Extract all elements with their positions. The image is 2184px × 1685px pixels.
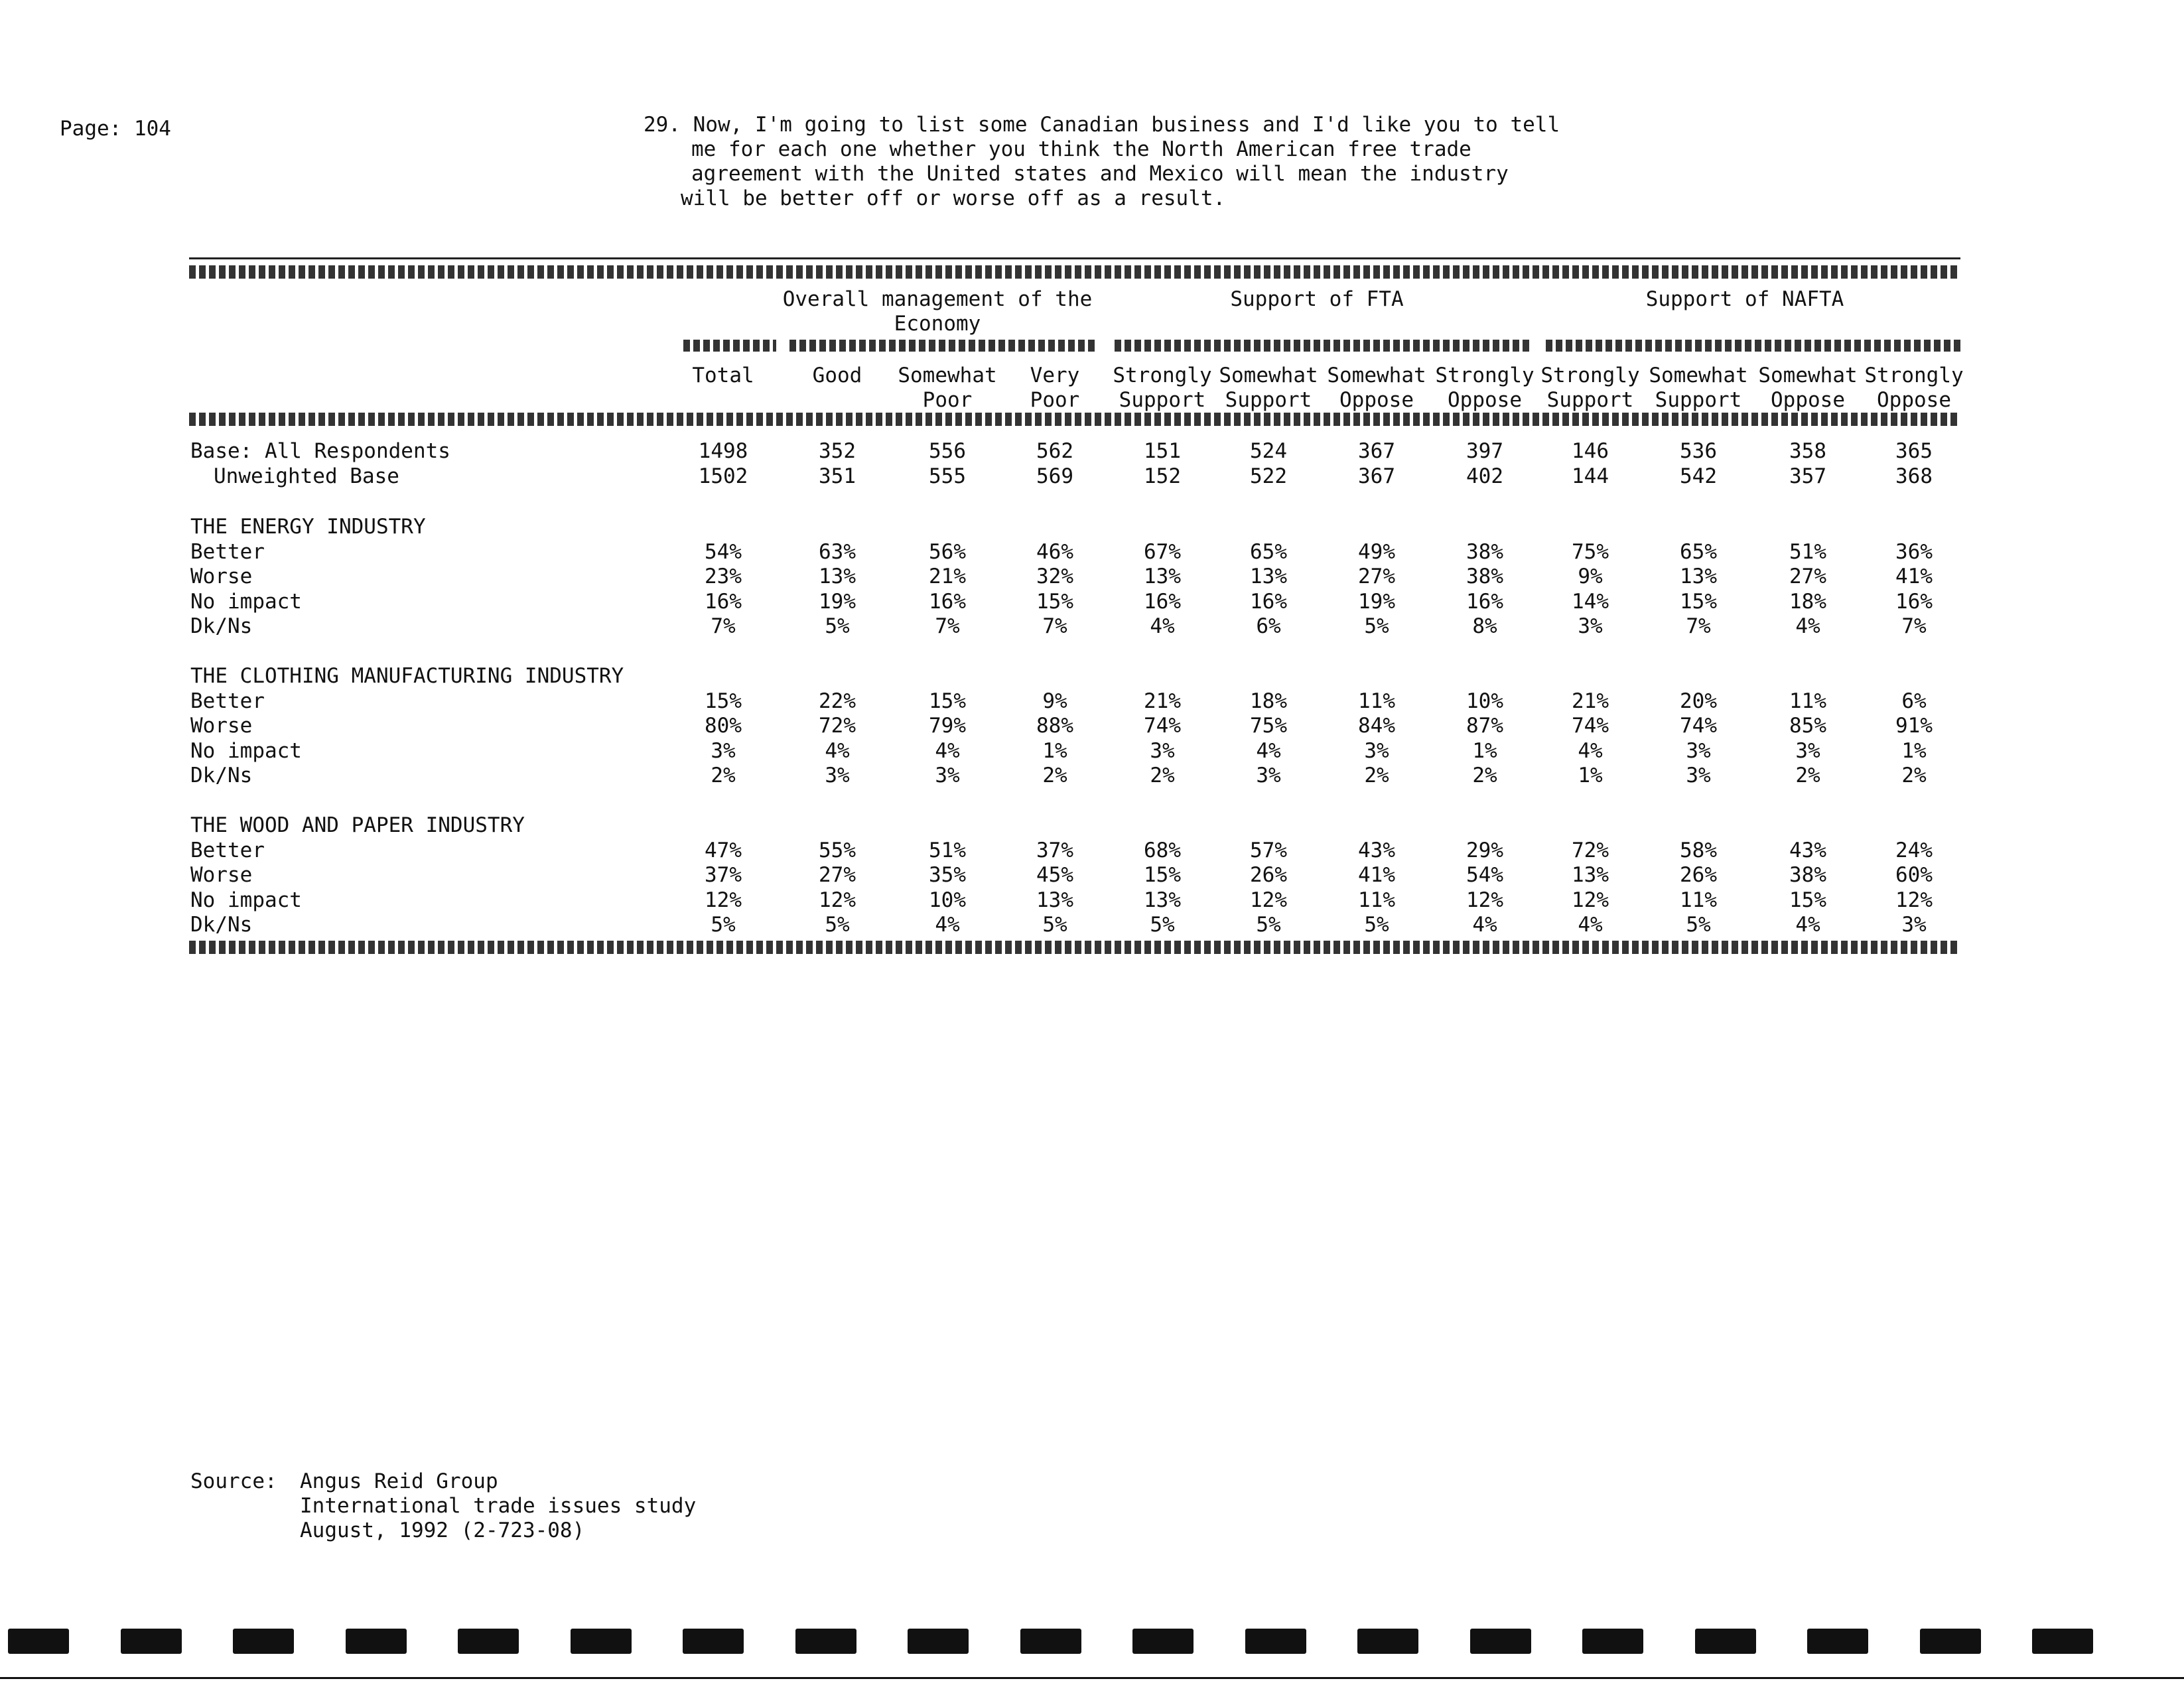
bottom-mark bbox=[2032, 1629, 2093, 1654]
table-cell: 7% bbox=[935, 614, 960, 638]
table-cell: 569 bbox=[1036, 464, 1073, 488]
source-line: International trade issues study bbox=[300, 1494, 697, 1518]
table-row-label: No impact bbox=[190, 888, 302, 912]
table-cell: 20% bbox=[1680, 689, 1717, 713]
table-cell: 12% bbox=[1250, 888, 1287, 912]
bottom-mark bbox=[795, 1629, 856, 1654]
table-cell: 5% bbox=[1686, 913, 1711, 937]
table-cell: 80% bbox=[705, 714, 742, 738]
bottom-mark bbox=[121, 1629, 182, 1654]
table-cell: 6% bbox=[1256, 614, 1281, 638]
page-bottom-marks bbox=[0, 1629, 2184, 1658]
table-row-label: Worse bbox=[190, 565, 253, 588]
table-cell: 10% bbox=[1466, 689, 1503, 713]
table-cell: 556 bbox=[929, 439, 966, 463]
table-bottom-rule bbox=[189, 941, 1960, 954]
table-cell: 24% bbox=[1895, 838, 1933, 862]
table-cell: 5% bbox=[711, 913, 736, 937]
table-cell: 367 bbox=[1358, 464, 1395, 488]
table-cell: 1% bbox=[1472, 738, 1497, 763]
table-cell: 18% bbox=[1789, 589, 1826, 614]
page-bottom-rule bbox=[0, 1677, 2184, 1679]
table-cell: 74% bbox=[1572, 714, 1609, 738]
table-cell: 11% bbox=[1680, 888, 1717, 912]
table-cell: 151 bbox=[1144, 439, 1181, 463]
table-cell: 10% bbox=[929, 888, 966, 912]
table-cell: 21% bbox=[1144, 689, 1181, 713]
column-header: Strongly bbox=[1113, 364, 1212, 387]
table-row-label: Better bbox=[190, 539, 265, 564]
bottom-mark bbox=[346, 1629, 407, 1654]
column-header: Strongly bbox=[1864, 364, 1964, 387]
table-cell: 9% bbox=[1578, 565, 1603, 588]
total-underline bbox=[683, 340, 776, 352]
table-cell: 524 bbox=[1250, 439, 1287, 463]
table-cell: 3% bbox=[1686, 738, 1711, 763]
table-cell: 15% bbox=[705, 689, 742, 713]
table-cell: 3% bbox=[1150, 738, 1175, 763]
table-cell: 352 bbox=[819, 439, 856, 463]
table-cell: 56% bbox=[929, 539, 966, 564]
column-header: Somewhat bbox=[1219, 364, 1318, 387]
question-line: will be better off or worse off as a result. bbox=[681, 186, 1226, 210]
table-cell: 3% bbox=[1686, 764, 1711, 787]
table-cell: 88% bbox=[1036, 714, 1073, 738]
table-cell: 7% bbox=[1686, 614, 1711, 638]
table-cell: 3% bbox=[711, 738, 736, 763]
table-cell: 7% bbox=[711, 614, 736, 638]
table-cell: 4% bbox=[825, 738, 850, 763]
table-cell: 65% bbox=[1250, 539, 1287, 564]
economy-underline bbox=[789, 340, 1098, 352]
bottom-mark bbox=[458, 1629, 519, 1654]
table-cell: 2% bbox=[711, 764, 736, 787]
table-cell: 75% bbox=[1572, 539, 1609, 564]
table-cell: 11% bbox=[1789, 689, 1826, 713]
table-cell: 4% bbox=[1795, 913, 1820, 937]
column-header-line2: Oppose bbox=[1339, 388, 1414, 412]
section-title: THE ENERGY INDUSTRY bbox=[190, 515, 426, 539]
bottom-mark bbox=[1020, 1629, 1081, 1654]
bottom-mark bbox=[233, 1629, 294, 1654]
table-cell: 144 bbox=[1572, 464, 1609, 488]
table-cell: 4% bbox=[1578, 738, 1603, 763]
table-cell: 67% bbox=[1144, 539, 1181, 564]
table-cell: 36% bbox=[1895, 539, 1933, 564]
table-cell: 3% bbox=[1901, 913, 1927, 937]
table-cell: 1498 bbox=[698, 439, 748, 463]
table-cell: 13% bbox=[1144, 888, 1181, 912]
table-row-label: Better bbox=[190, 838, 265, 862]
table-row-label: Worse bbox=[190, 863, 253, 887]
table-cell: 13% bbox=[1572, 863, 1609, 887]
table-row-label: Dk/Ns bbox=[190, 913, 253, 937]
table-cell: 91% bbox=[1895, 714, 1933, 738]
table-cell: 5% bbox=[1042, 913, 1067, 937]
table-cell: 38% bbox=[1466, 565, 1503, 588]
column-header: Strongly bbox=[1540, 364, 1640, 387]
column-header: Somewhat bbox=[1758, 364, 1858, 387]
table-cell: 38% bbox=[1466, 539, 1503, 564]
table-row-label: Worse bbox=[190, 714, 253, 738]
table-cell: 5% bbox=[1256, 913, 1281, 937]
column-header-line2: Support bbox=[1225, 388, 1312, 412]
table-header-divider bbox=[189, 265, 1960, 279]
column-header: Strongly bbox=[1435, 364, 1535, 387]
column-header: Somewhat bbox=[1649, 364, 1748, 387]
table-cell: 32% bbox=[1036, 565, 1073, 588]
table-cell: 27% bbox=[1789, 565, 1826, 588]
section-title: THE CLOTHING MANUFACTURING INDUSTRY bbox=[190, 664, 624, 688]
bottom-mark bbox=[1132, 1629, 1194, 1654]
table-cell: 522 bbox=[1250, 464, 1287, 488]
table-cell: 72% bbox=[1572, 838, 1609, 862]
table-cell: 22% bbox=[819, 689, 856, 713]
table-cell: 7% bbox=[1901, 614, 1927, 638]
table-cell: 46% bbox=[1036, 539, 1073, 564]
unweighted-base-row-label: Unweighted Base bbox=[214, 464, 399, 488]
table-cell: 358 bbox=[1789, 439, 1826, 463]
table-row-label: No impact bbox=[190, 589, 302, 614]
table-cell: 5% bbox=[1364, 614, 1389, 638]
table-row-label: Dk/Ns bbox=[190, 764, 253, 787]
table-cell: 74% bbox=[1144, 714, 1181, 738]
table-cell: 2% bbox=[1042, 764, 1067, 787]
table-cell: 1502 bbox=[698, 464, 748, 488]
table-cell: 13% bbox=[1680, 565, 1717, 588]
column-header-line2: Poor bbox=[1030, 388, 1080, 412]
table-cell: 21% bbox=[1572, 689, 1609, 713]
bottom-mark bbox=[1245, 1629, 1306, 1654]
bottom-mark bbox=[571, 1629, 632, 1654]
table-cell: 7% bbox=[1042, 614, 1067, 638]
table-cell: 54% bbox=[705, 539, 742, 564]
table-cell: 5% bbox=[1364, 913, 1389, 937]
table-cell: 351 bbox=[819, 464, 856, 488]
table-cell: 4% bbox=[1472, 913, 1497, 937]
column-header-line2: Oppose bbox=[1771, 388, 1845, 412]
column-header: Total bbox=[692, 364, 754, 387]
table-cell: 9% bbox=[1042, 689, 1067, 713]
table-cell: 26% bbox=[1250, 863, 1287, 887]
table-cell: 562 bbox=[1036, 439, 1073, 463]
table-cell: 84% bbox=[1358, 714, 1395, 738]
table-cell: 15% bbox=[1789, 888, 1826, 912]
table-cell: 397 bbox=[1466, 439, 1503, 463]
bottom-mark bbox=[1807, 1629, 1868, 1654]
table-cell: 68% bbox=[1144, 838, 1181, 862]
table-cell: 16% bbox=[1144, 589, 1181, 614]
table-cell: 16% bbox=[1466, 589, 1503, 614]
table-cell: 16% bbox=[1250, 589, 1287, 614]
table-cell: 5% bbox=[825, 913, 850, 937]
column-header-line2: Poor bbox=[922, 388, 973, 412]
bottom-mark bbox=[908, 1629, 969, 1654]
table-cell: 4% bbox=[1578, 913, 1603, 937]
table-cell: 4% bbox=[1795, 614, 1820, 638]
table-cell: 55% bbox=[819, 838, 856, 862]
table-cell: 5% bbox=[1150, 913, 1175, 937]
page-number: Page: 104 bbox=[60, 117, 171, 141]
table-row-label: Better bbox=[190, 689, 265, 713]
table-cell: 79% bbox=[929, 714, 966, 738]
table-cell: 15% bbox=[929, 689, 966, 713]
source-label: Source: bbox=[190, 1469, 277, 1493]
bottom-mark bbox=[683, 1629, 744, 1654]
table-cell: 8% bbox=[1472, 614, 1497, 638]
table-cell: 2% bbox=[1150, 764, 1175, 787]
column-header-line2: Support bbox=[1546, 388, 1634, 412]
table-cell: 58% bbox=[1680, 838, 1717, 862]
table-cell: 3% bbox=[935, 764, 960, 787]
fta-underline bbox=[1115, 340, 1529, 352]
table-cell: 49% bbox=[1358, 539, 1395, 564]
table-cell: 16% bbox=[705, 589, 742, 614]
column-header: Good bbox=[812, 364, 862, 387]
table-cell: 368 bbox=[1895, 464, 1933, 488]
question-text bbox=[644, 113, 1572, 211]
question-line: me for each one whether you think the North American free trade bbox=[691, 137, 1471, 161]
table-cell: 38% bbox=[1789, 863, 1826, 887]
table-cell: 3% bbox=[1795, 738, 1820, 763]
table-cell: 19% bbox=[1358, 589, 1395, 614]
group-header-economy-line2: Economy bbox=[894, 312, 981, 336]
table-cell: 87% bbox=[1466, 714, 1503, 738]
table-cell: 4% bbox=[935, 738, 960, 763]
source-line: Angus Reid Group bbox=[300, 1469, 498, 1493]
table-cell: 63% bbox=[819, 539, 856, 564]
table-cell: 15% bbox=[1144, 863, 1181, 887]
table-cell: 75% bbox=[1250, 714, 1287, 738]
table-cell: 13% bbox=[819, 565, 856, 588]
column-header-line2: Oppose bbox=[1877, 388, 1951, 412]
group-header-fta: Support of FTA bbox=[1230, 287, 1404, 311]
table-cell: 21% bbox=[929, 565, 966, 588]
table-cell: 23% bbox=[705, 565, 742, 588]
table-cell: 45% bbox=[1036, 863, 1073, 887]
table-cell: 1% bbox=[1042, 738, 1067, 763]
table-cell: 11% bbox=[1358, 888, 1395, 912]
column-header: Somewhat bbox=[898, 364, 997, 387]
group-header-economy: Overall management of the bbox=[782, 287, 1093, 311]
table-top-rule bbox=[189, 257, 1960, 259]
bottom-mark bbox=[8, 1629, 69, 1654]
table-cell: 13% bbox=[1250, 565, 1287, 588]
table-cell: 3% bbox=[1256, 764, 1281, 787]
table-cell: 35% bbox=[929, 863, 966, 887]
table-cell: 27% bbox=[819, 863, 856, 887]
table-cell: 2% bbox=[1364, 764, 1389, 787]
column-header-line2: Support bbox=[1119, 388, 1206, 412]
table-cell: 3% bbox=[1364, 738, 1389, 763]
table-cell: 11% bbox=[1358, 689, 1395, 713]
table-cell: 536 bbox=[1680, 439, 1717, 463]
table-cell: 57% bbox=[1250, 838, 1287, 862]
table-cell: 51% bbox=[929, 838, 966, 862]
table-cell: 6% bbox=[1901, 689, 1927, 713]
source-line: August, 1992 (2-723-08) bbox=[300, 1518, 585, 1542]
table-cell: 60% bbox=[1895, 863, 1933, 887]
table-cell: 402 bbox=[1466, 464, 1503, 488]
table-cell: 41% bbox=[1358, 863, 1395, 887]
nafta-underline bbox=[1546, 340, 1960, 352]
column-header-line2: Oppose bbox=[1448, 388, 1522, 412]
table-cell: 2% bbox=[1901, 764, 1927, 787]
table-cell: 15% bbox=[1036, 589, 1073, 614]
table-cell: 542 bbox=[1680, 464, 1717, 488]
table-cell: 365 bbox=[1895, 439, 1933, 463]
table-row-label: Dk/Ns bbox=[190, 614, 253, 638]
source-note bbox=[190, 1469, 696, 1543]
table-cell: 3% bbox=[825, 764, 850, 787]
bottom-mark bbox=[1695, 1629, 1756, 1654]
table-cell: 2% bbox=[1795, 764, 1820, 787]
table-cell: 12% bbox=[819, 888, 856, 912]
table-cell: 15% bbox=[1680, 589, 1717, 614]
table-cell: 26% bbox=[1680, 863, 1717, 887]
table-cell: 43% bbox=[1358, 838, 1395, 862]
column-header-divider bbox=[189, 413, 1960, 426]
table-cell: 357 bbox=[1789, 464, 1826, 488]
table-cell: 13% bbox=[1144, 565, 1181, 588]
question-line: 29. Now, I'm going to list some Canadian business and I'd like you to tell bbox=[644, 113, 1560, 137]
table-cell: 4% bbox=[935, 913, 960, 937]
table-row-label: No impact bbox=[190, 738, 302, 763]
section-title: THE WOOD AND PAPER INDUSTRY bbox=[190, 813, 525, 837]
table-cell: 18% bbox=[1250, 689, 1287, 713]
table-cell: 19% bbox=[819, 589, 856, 614]
table-cell: 1% bbox=[1901, 738, 1927, 763]
table-cell: 12% bbox=[1895, 888, 1933, 912]
table-cell: 1% bbox=[1578, 764, 1603, 787]
question-line: agreement with the United states and Mexico will mean the industry bbox=[691, 162, 1509, 186]
table-cell: 152 bbox=[1144, 464, 1181, 488]
base-row-label: Base: All Respondents bbox=[190, 439, 450, 463]
table-cell: 29% bbox=[1466, 838, 1503, 862]
table-cell: 12% bbox=[1466, 888, 1503, 912]
table-cell: 367 bbox=[1358, 439, 1395, 463]
table-cell: 4% bbox=[1256, 738, 1281, 763]
table-cell: 37% bbox=[1036, 838, 1073, 862]
table-cell: 16% bbox=[1895, 589, 1933, 614]
table-cell: 51% bbox=[1789, 539, 1826, 564]
table-cell: 74% bbox=[1680, 714, 1717, 738]
table-cell: 12% bbox=[1572, 888, 1609, 912]
bottom-mark bbox=[1920, 1629, 1981, 1654]
table-cell: 16% bbox=[929, 589, 966, 614]
column-header: Somewhat bbox=[1327, 364, 1426, 387]
table-cell: 3% bbox=[1578, 614, 1603, 638]
table-cell: 146 bbox=[1572, 439, 1609, 463]
table-cell: 2% bbox=[1472, 764, 1497, 787]
table-cell: 14% bbox=[1572, 589, 1609, 614]
table-cell: 43% bbox=[1789, 838, 1826, 862]
bottom-mark bbox=[1357, 1629, 1418, 1654]
table-cell: 555 bbox=[929, 464, 966, 488]
table-cell: 65% bbox=[1680, 539, 1717, 564]
table-cell: 27% bbox=[1358, 565, 1395, 588]
table-cell: 4% bbox=[1150, 614, 1175, 638]
bottom-mark bbox=[1470, 1629, 1531, 1654]
table-cell: 41% bbox=[1895, 565, 1933, 588]
table-cell: 54% bbox=[1466, 863, 1503, 887]
bottom-mark bbox=[1582, 1629, 1643, 1654]
table-cell: 13% bbox=[1036, 888, 1073, 912]
group-header-nafta: Support of NAFTA bbox=[1645, 287, 1844, 311]
column-header-line2: Support bbox=[1655, 388, 1742, 412]
table-cell: 12% bbox=[705, 888, 742, 912]
column-header: Very bbox=[1030, 364, 1080, 387]
table-cell: 47% bbox=[705, 838, 742, 862]
table-cell: 72% bbox=[819, 714, 856, 738]
table-cell: 37% bbox=[705, 863, 742, 887]
table-cell: 85% bbox=[1789, 714, 1826, 738]
table-cell: 5% bbox=[825, 614, 850, 638]
